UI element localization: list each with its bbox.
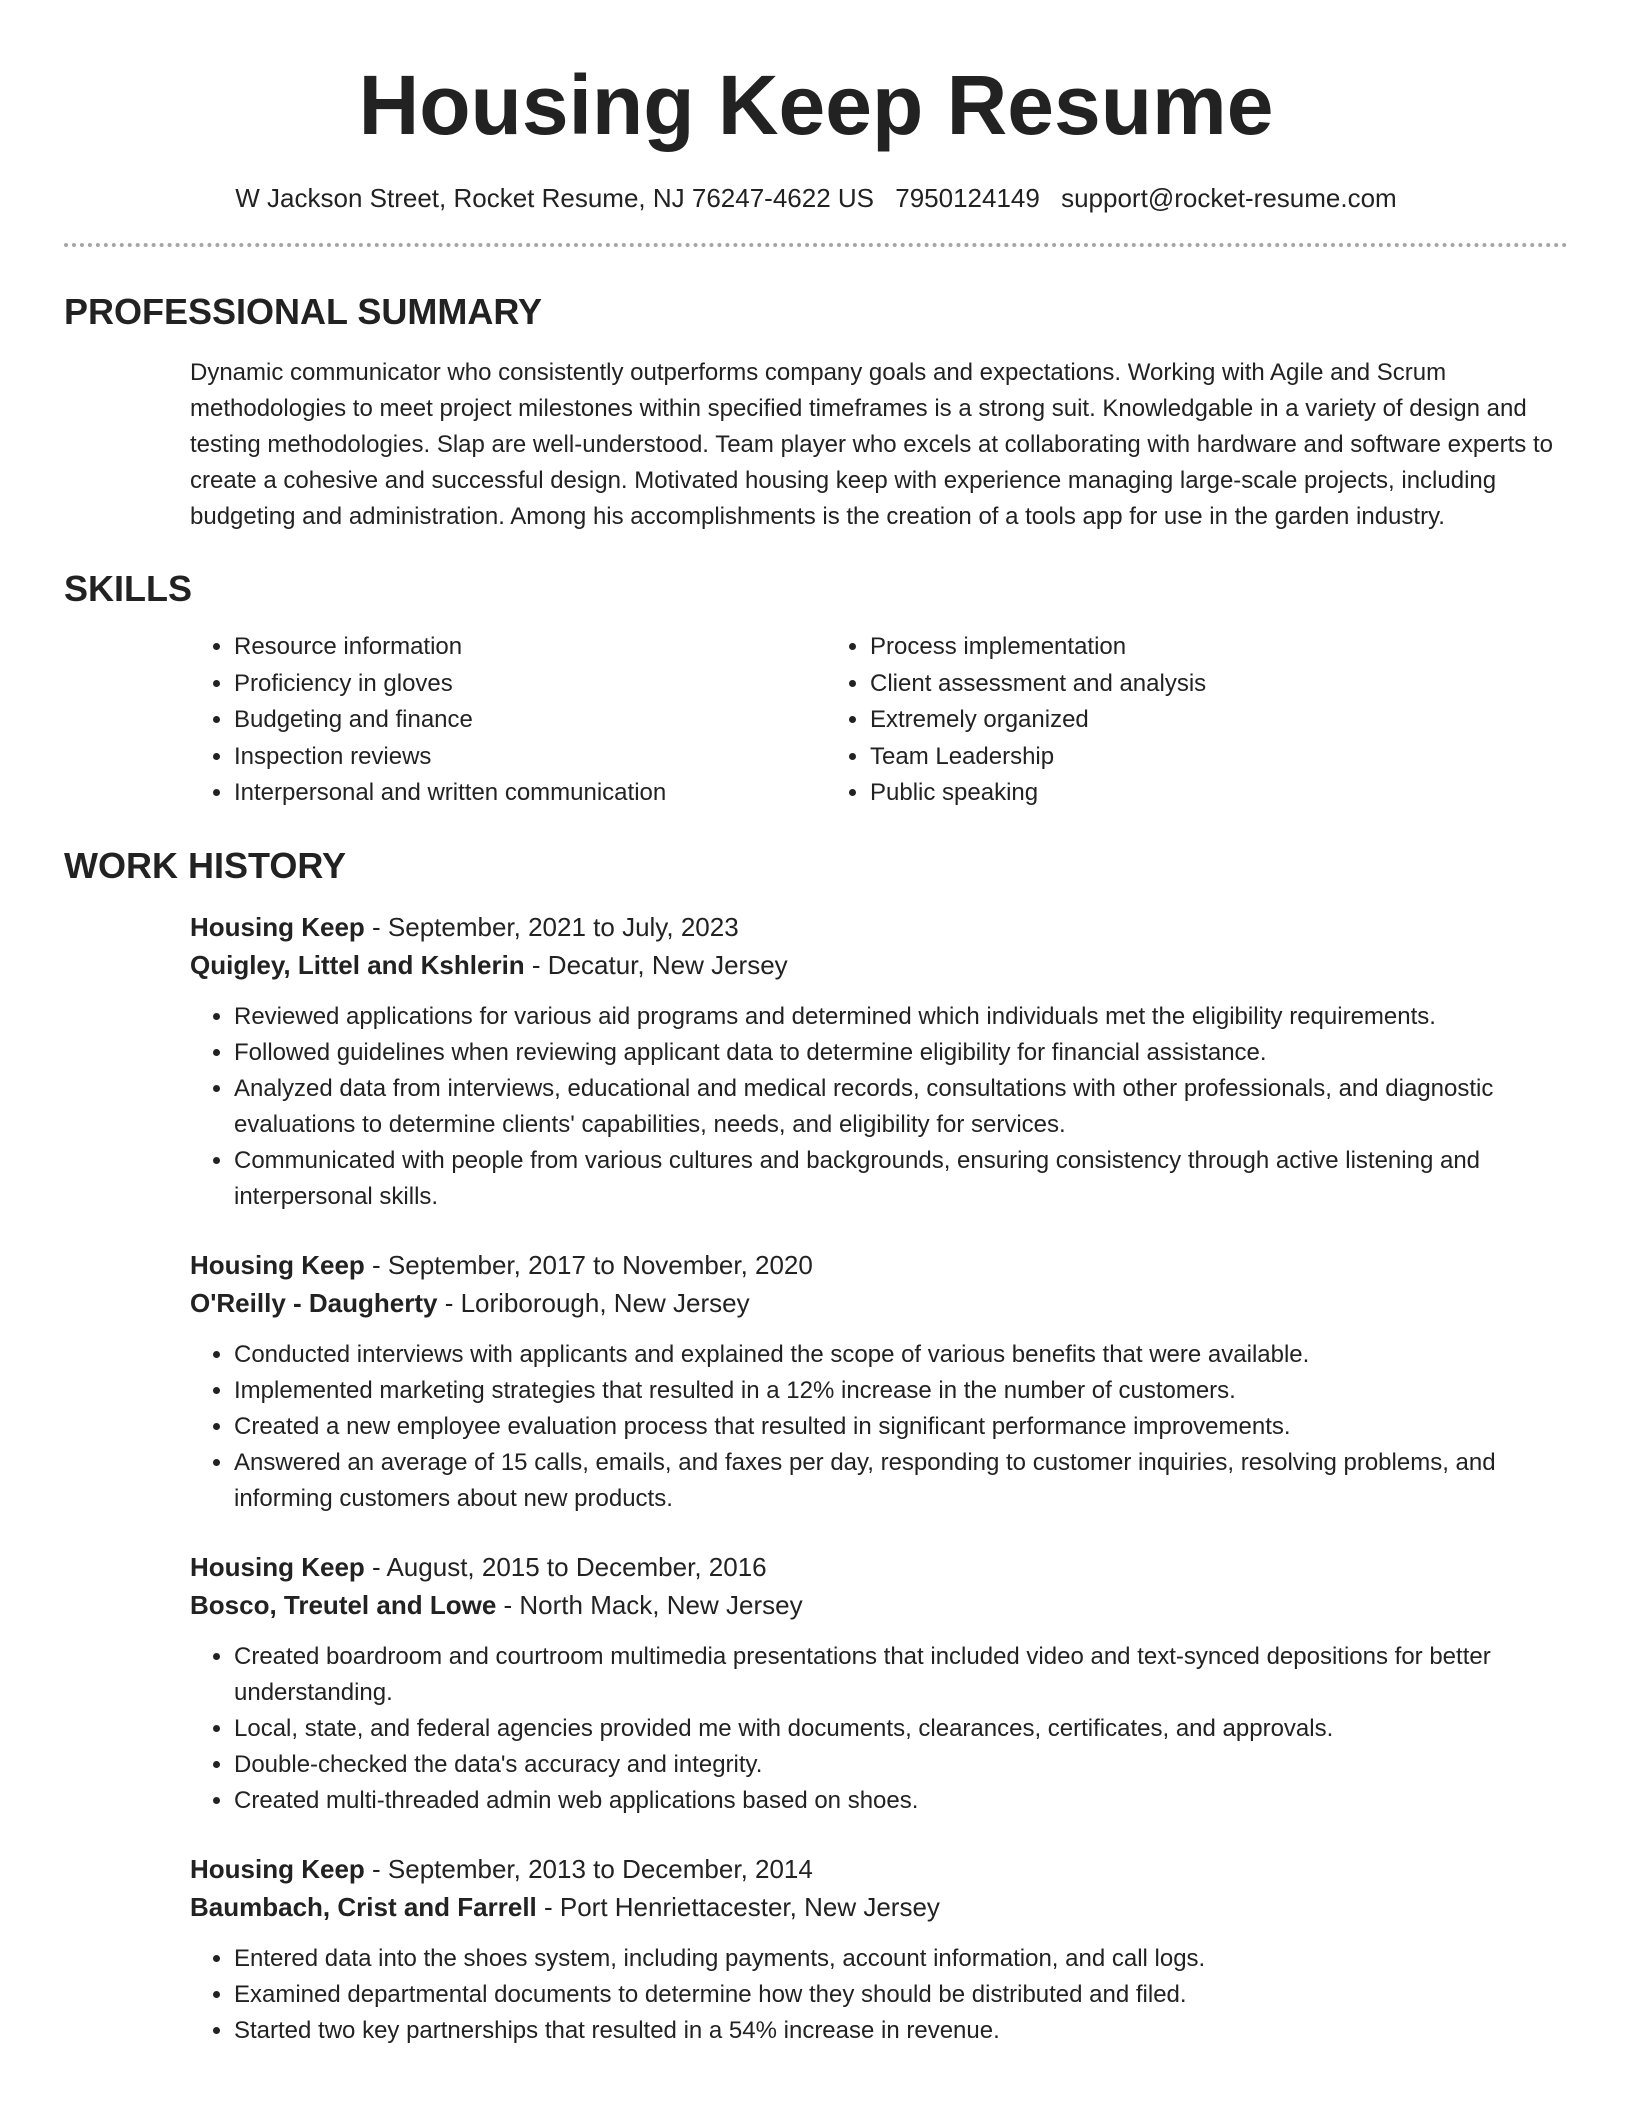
job-entry	[190, 1548, 1568, 1819]
job-bullet: • Examined departmental documents to determine how they should be distributed and filed.	[234, 1977, 1568, 2013]
skills-column-left	[190, 629, 826, 812]
job-bullet: • Entered data into the shoes system, including payments, account information, and call logs.	[234, 1941, 1568, 1977]
skill-item: • Inspection reviews	[234, 739, 826, 776]
job-location: Port Henriettacester, New Jersey	[559, 1891, 940, 1922]
job-bullets	[190, 999, 1568, 1215]
job-bullet: • Double-checked the data's accuracy and integrity.	[234, 1747, 1568, 1783]
job-role-line: Housing Keep - September, 2021 to July, 2023	[190, 911, 739, 942]
job-bullet: • Created multi-threaded admin web applications based on shoes.	[234, 1783, 1568, 1819]
job-role: Housing Keep	[190, 1551, 365, 1582]
work-history-heading: WORK HISTORY	[64, 844, 347, 886]
job-bullet: • Analyzed data from interviews, educational and medical records, consultations with other professionals, and diagnostic evaluations to determine clients' capabilities, needs, and eligibility for services.	[234, 1071, 1568, 1143]
job-role-line: Housing Keep - September, 2013 to December, 2014	[190, 1853, 813, 1884]
job-bullet: • Reviewed applications for various aid programs and determined which individuals met the eligibility requirements.	[234, 999, 1568, 1035]
skills-heading: SKILLS	[64, 568, 193, 609]
skill-item: • Process implementation	[870, 629, 1462, 666]
skill-item: • Extremely organized	[870, 702, 1462, 739]
job-bullet: • Created a new employee evaluation process that resulted in significant performance improvements.	[234, 1409, 1568, 1445]
job-bullets	[190, 1941, 1568, 2049]
contact-phone: 7950124149	[895, 183, 1040, 213]
job-role: Housing Keep	[190, 1853, 365, 1884]
job-bullet: • Conducted interviews with applicants and explained the scope of various benefits that were available.	[234, 1337, 1568, 1373]
job-entry	[190, 908, 1568, 1215]
skill-item: • Resource information	[234, 629, 826, 666]
skill-item: • Proficiency in gloves	[234, 666, 826, 703]
job-bullet: • Started two key partnerships that resulted in a 54% increase in revenue.	[234, 2013, 1568, 2049]
job-company-line: O'Reilly - Daugherty - Loriborough, New Jersey	[190, 1287, 750, 1318]
resume-title: Housing Keep Resume	[358, 58, 1274, 152]
job-location: Decatur, New Jersey	[547, 949, 788, 980]
contact-email: support@rocket-resume.com	[1061, 183, 1397, 213]
summary-text: Dynamic communicator who consistently outperforms company goals and expectations. Working with Agile and Scrum methodologies to meet project milestones within specified timeframes is a strong suit. Knowledgable in a variety of design and testing methodologies. Slap are well-understood. Team player who excels at collaborating with hardware and software experts to create a cohesive and successful design. Motivated housing keep with experience managing large-scale projects, including budgeting and administration. Among his accomplishments is the creation of a tools app for use in the garden industry.	[190, 359, 1553, 530]
job-company: Quigley, Littel and Kshlerin	[190, 949, 525, 980]
contact-address: W Jackson Street, Rocket Resume, NJ 76247-4622 US	[235, 183, 875, 213]
job-entry	[190, 1850, 1568, 2049]
job-bullet: • Followed guidelines when reviewing applicant data to determine eligibility for financial assistance.	[234, 1035, 1568, 1071]
job-bullet: • Created boardroom and courtroom multimedia presentations that included video and text-synced depositions for better understanding.	[234, 1639, 1568, 1711]
summary-heading: PROFESSIONAL SUMMARY	[64, 291, 543, 332]
job-bullet: • Communicated with people from various cultures and backgrounds, ensuring consistency through active listening and interpersonal skills.	[234, 1143, 1568, 1215]
job-bullets	[190, 1337, 1568, 1517]
job-location: North Mack, New Jersey	[519, 1589, 803, 1620]
job-company-line: Baumbach, Crist and Farrell - Port Henriettacester, New Jersey	[190, 1891, 940, 1922]
job-role: Housing Keep	[190, 1249, 365, 1280]
job-dates: September, 2021 to July, 2023	[387, 911, 739, 942]
skill-item: • Public speaking	[870, 775, 1462, 812]
skill-item: • Client assessment and analysis	[870, 666, 1462, 703]
skills-grid	[190, 629, 1568, 812]
skill-item: • Interpersonal and written communication	[234, 775, 826, 812]
job-bullet: • Implemented marketing strategies that resulted in a 12% increase in the number of customers.	[234, 1373, 1568, 1409]
job-company: O'Reilly - Daugherty	[190, 1287, 438, 1318]
job-bullets	[190, 1639, 1568, 1819]
job-bullet: • Answered an average of 15 calls, emails, and faxes per day, responding to customer inquiries, resolving problems, and informing customers about new products.	[234, 1445, 1568, 1517]
job-company-line: Bosco, Treutel and Lowe - North Mack, New Jersey	[190, 1589, 803, 1620]
job-location: Loriborough, New Jersey	[460, 1287, 750, 1318]
job-company: Baumbach, Crist and Farrell	[190, 1891, 537, 1922]
skill-item: • Team Leadership	[870, 739, 1462, 776]
job-dates: September, 2017 to November, 2020	[387, 1249, 813, 1280]
job-dates: September, 2013 to December, 2014	[387, 1853, 813, 1884]
job-bullet: • Local, state, and federal agencies provided me with documents, clearances, certificates, and approvals.	[234, 1711, 1568, 1747]
job-role-line: Housing Keep - September, 2017 to November, 2020	[190, 1249, 813, 1280]
skills-column-right	[826, 629, 1462, 812]
job-role-line: Housing Keep - August, 2015 to December, 2016	[190, 1551, 767, 1582]
job-dates: August, 2015 to December, 2016	[386, 1551, 767, 1582]
job-role: Housing Keep	[190, 911, 365, 942]
job-company: Bosco, Treutel and Lowe	[190, 1589, 497, 1620]
job-company-line: Quigley, Littel and Kshlerin - Decatur, New Jersey	[190, 949, 788, 980]
skill-item: • Budgeting and finance	[234, 702, 826, 739]
header-divider	[64, 243, 1568, 247]
job-entry	[190, 1246, 1568, 1517]
contact-line	[64, 181, 1568, 215]
